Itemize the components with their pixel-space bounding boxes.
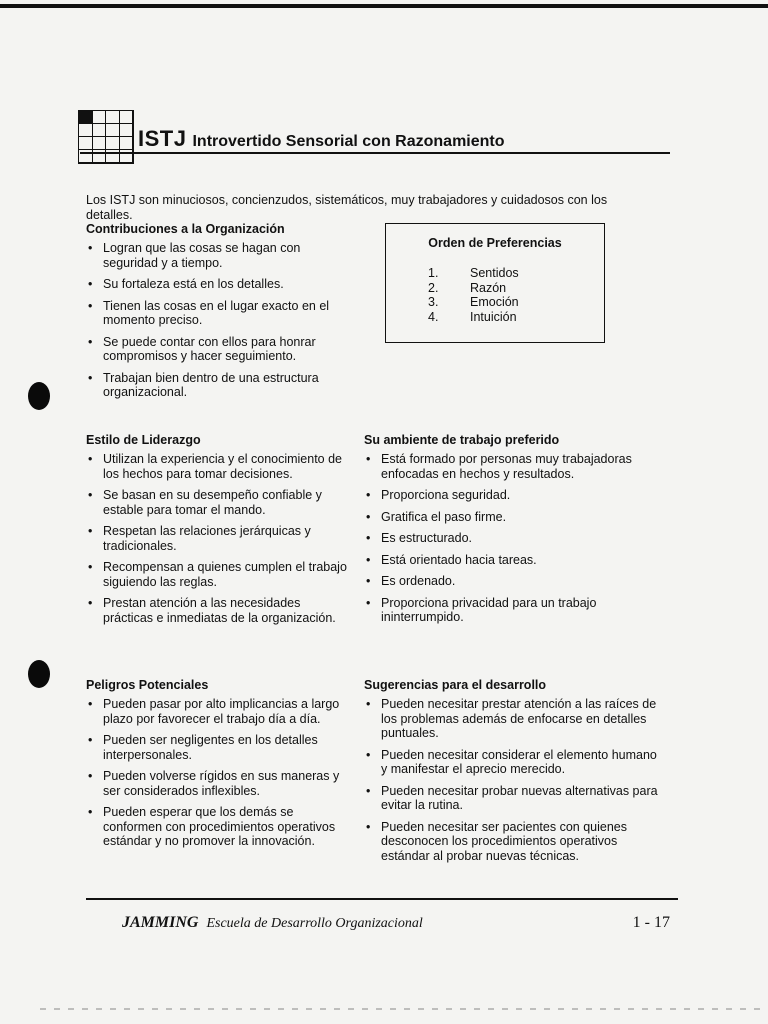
binder-hole: [28, 660, 50, 688]
list-item: • Está orientado hacia tareas.: [364, 553, 664, 568]
scan-artifact: [40, 1008, 760, 1010]
footer-school: Escuela de Desarrollo Organizacional: [206, 916, 423, 931]
list-item: • Es estructurado.: [364, 531, 664, 546]
development-section: [364, 678, 664, 870]
list-item: • Pueden necesitar ser pacientes con quienes desconocen los procedimientos operativos estándar al probar nuevas técnicas.: [364, 820, 664, 864]
list-item: • Pueden pasar por alto implicancias a largo plazo por favorecer el trabajo día a día.: [86, 697, 348, 726]
preference-item: 4. Intuición: [428, 309, 517, 324]
type-name: Introvertido Sensorial con Razonamiento: [192, 133, 505, 150]
list-item: • Su fortaleza está en los detalles.: [86, 277, 356, 292]
title-underline: [80, 152, 670, 154]
section-heading: Estilo de Liderazgo: [86, 433, 201, 447]
list-item: • Tienen las cosas en el lugar exacto en el momento preciso.: [86, 299, 356, 328]
page-title: [138, 126, 505, 152]
list-item: • Pueden necesitar considerar el elemento humano y manifestar el aprecio merecido.: [364, 748, 664, 777]
type-grid-icon: [78, 110, 134, 164]
list-item: • Respetan las relaciones jerárquicas y tradicionales.: [86, 524, 348, 553]
list-item: • Utilizan la experiencia y el conocimiento de los hechos para tomar decisiones.: [86, 452, 348, 481]
section-heading: Sugerencias para el desarrollo: [364, 678, 547, 692]
section-heading: Peligros Potenciales: [86, 678, 209, 692]
preference-item: 3. Emoción: [428, 295, 519, 309]
list-item: • Se puede contar con ellos para honrar compromisos y hacer seguimiento.: [86, 335, 356, 364]
list-item: • Gratifica el paso firme.: [364, 510, 664, 525]
footer-brand: JAMMING: [122, 914, 199, 931]
list-item: • Pueden esperar que los demás se conformen con procedimientos operativos estándar y no promover la innovación.: [86, 805, 348, 849]
top-border: [0, 4, 768, 8]
preference-item: 2. Razón: [428, 280, 507, 295]
preference-item: 1. Sentidos: [428, 266, 519, 280]
list-item: • Pueden volverse rígidos en sus maneras y ser considerados inflexibles.: [86, 769, 348, 798]
binder-hole: [28, 382, 50, 410]
type-code: ISTJ: [138, 126, 187, 151]
leadership-section: [86, 433, 348, 632]
page-footer: [122, 914, 670, 932]
list-item: • Se basan en su desempeño confiable y estable para tomar el mando.: [86, 488, 348, 517]
list-item: • Prestan atención a las necesidades prácticas e inmediatas de la organización.: [86, 596, 348, 625]
list-item: • Recompensan a quienes cumplen el trabajo siguiendo las reglas.: [86, 560, 348, 589]
list-item: • Pueden ser negligentes en los detalles interpersonales.: [86, 733, 348, 762]
intro-paragraph: Los ISTJ son minuciosos, concienzudos, sistemáticos, muy trabajadores y cuidadosos con los detalles.: [86, 192, 608, 222]
list-item: • Logran que las cosas se hagan con seguridad y a tiempo.: [86, 241, 356, 270]
page-number: 1 - 17: [632, 914, 670, 931]
environment-section: [364, 433, 664, 632]
list-item: • Proporciona seguridad.: [364, 488, 664, 503]
list-item: • Pueden necesitar prestar atención a las raíces de los problemas además de enfocarse en detalles puntuales.: [364, 697, 664, 741]
preferences-title: Orden de Preferencias: [428, 236, 562, 250]
section-heading: Contribuciones a la Organización: [86, 222, 285, 236]
section-heading: Su ambiente de trabajo preferido: [364, 433, 560, 447]
contributions-section: [86, 222, 356, 407]
list-item: • Está formado por personas muy trabajadoras enfocadas en hechos y resultados.: [364, 452, 664, 481]
preferences-box: [385, 223, 605, 343]
list-item: • Es ordenado.: [364, 574, 664, 589]
pitfalls-section: [86, 678, 348, 856]
list-item: • Pueden necesitar probar nuevas alternativas para evitar la rutina.: [364, 784, 664, 813]
list-item: • Proporciona privacidad para un trabajo ininterrumpido.: [364, 596, 664, 625]
footer-rule: [86, 898, 678, 900]
list-item: • Trabajan bien dentro de una estructura organizacional.: [86, 371, 356, 400]
